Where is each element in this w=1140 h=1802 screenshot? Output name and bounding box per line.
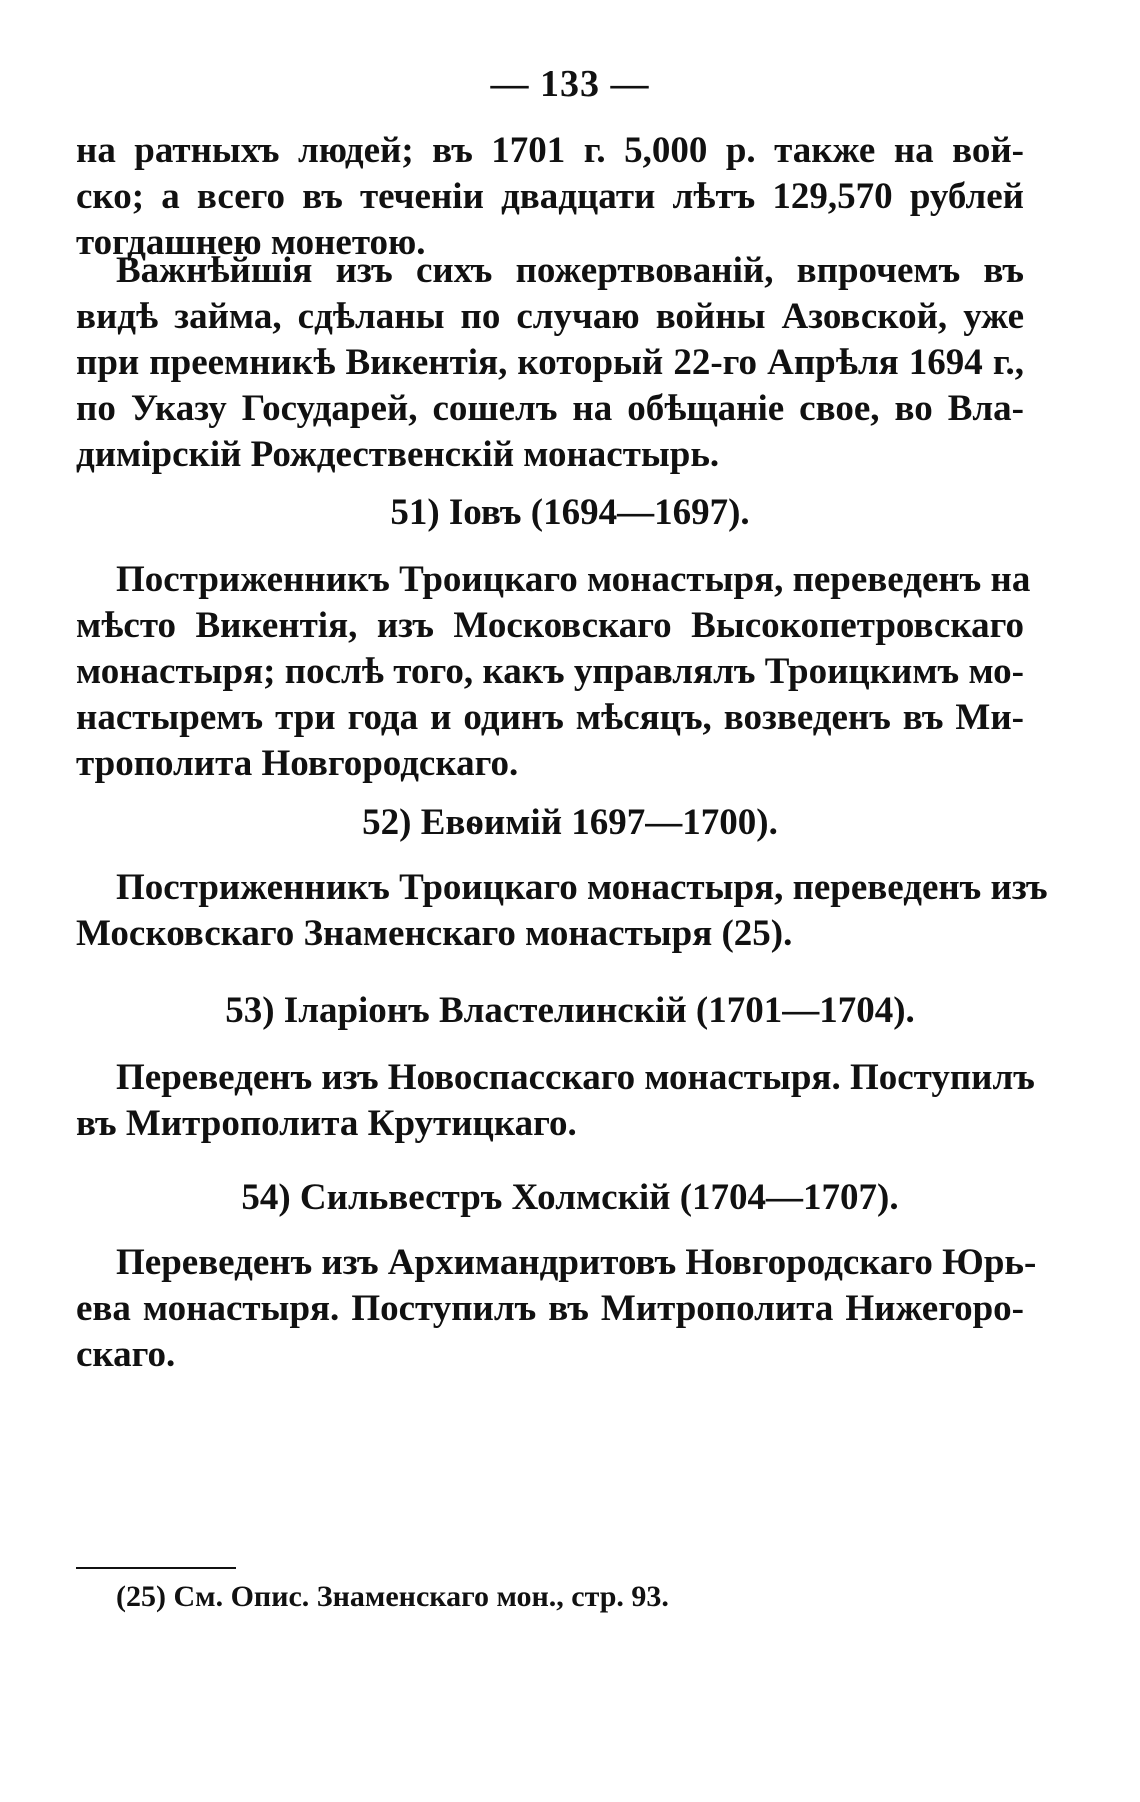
section-body-53 bbox=[76, 1055, 1035, 1147]
paragraph-donations bbox=[76, 248, 1024, 478]
section-heading-53: 53) Іларіонъ Властелинскій (1701—1704). bbox=[225, 990, 915, 1031]
text-line: монастыря; послѣ того, какъ управлялъ Троицкимъ мо- bbox=[76, 651, 1024, 692]
section-heading-51: 51) Іовъ (1694—1697). bbox=[390, 492, 750, 533]
section-body-52 bbox=[76, 865, 1048, 957]
text-line: видѣ займа, сдѣланы по случаю войны Азовской, уже bbox=[76, 296, 1024, 337]
text-line: димірскій Рождественскій монастырь. bbox=[76, 434, 720, 475]
text-line: Переведенъ изъ Новоспасскаго монастыря. Поступилъ bbox=[116, 1057, 1035, 1098]
section-heading-52: 52) Евѳимій 1697—1700). bbox=[362, 802, 778, 843]
text-line: Переведенъ изъ Архимандритовъ Новгородскаго Юрь- bbox=[116, 1242, 1037, 1283]
text-line: Московскаго Знаменскаго монастыря (25). bbox=[76, 913, 793, 954]
text-line: Постриженникъ Троицкаго монастыря, переведенъ изъ bbox=[116, 867, 1048, 908]
paragraph-continuation bbox=[76, 128, 1024, 266]
footnote: (25) См. Опис. Знаменскаго мон., стр. 93. bbox=[116, 1580, 669, 1613]
footnote-divider bbox=[76, 1567, 236, 1569]
text-line: по Указу Государей, сошелъ на обѣщаніе свое, во Вла- bbox=[76, 388, 1024, 429]
text-line: ско; а всего въ теченіи двадцати лѣтъ 129,570 рублей bbox=[76, 176, 1024, 217]
text-line: Важнѣйшія изъ сихъ пожертвованій, впрочемъ въ bbox=[116, 250, 1024, 291]
section-heading-54: 54) Сильвестръ Холмскій (1704—1707). bbox=[241, 1177, 899, 1218]
text-line: на ратныхъ людей; въ 1701 г. 5,000 р. также на вой- bbox=[76, 130, 1024, 171]
text-line: Постриженникъ Троицкаго монастыря, переведенъ на bbox=[116, 559, 1031, 600]
text-line: настыремъ три года и одинъ мѣсяцъ, возведенъ въ Ми- bbox=[76, 697, 1024, 738]
section-body-54 bbox=[76, 1240, 1037, 1378]
text-line: трополита Новгородскаго. bbox=[76, 743, 519, 784]
text-line: тогдашнею монетою. bbox=[76, 222, 426, 263]
page-number: — 133 — bbox=[490, 63, 650, 105]
text-line: мѣсто Викентія, изъ Московскаго Высокопетровскаго bbox=[76, 605, 1024, 646]
text-line: скаго. bbox=[76, 1334, 176, 1375]
text-line: въ Митрополита Крутицкаго. bbox=[76, 1103, 577, 1144]
section-body-51 bbox=[76, 557, 1031, 787]
text-line: при преемникѣ Викентія, который 22-го Апрѣля 1694 г., bbox=[76, 342, 1024, 383]
text-line: ева монастыря. Поступилъ въ Митрополита Нижегоро- bbox=[76, 1288, 1024, 1329]
